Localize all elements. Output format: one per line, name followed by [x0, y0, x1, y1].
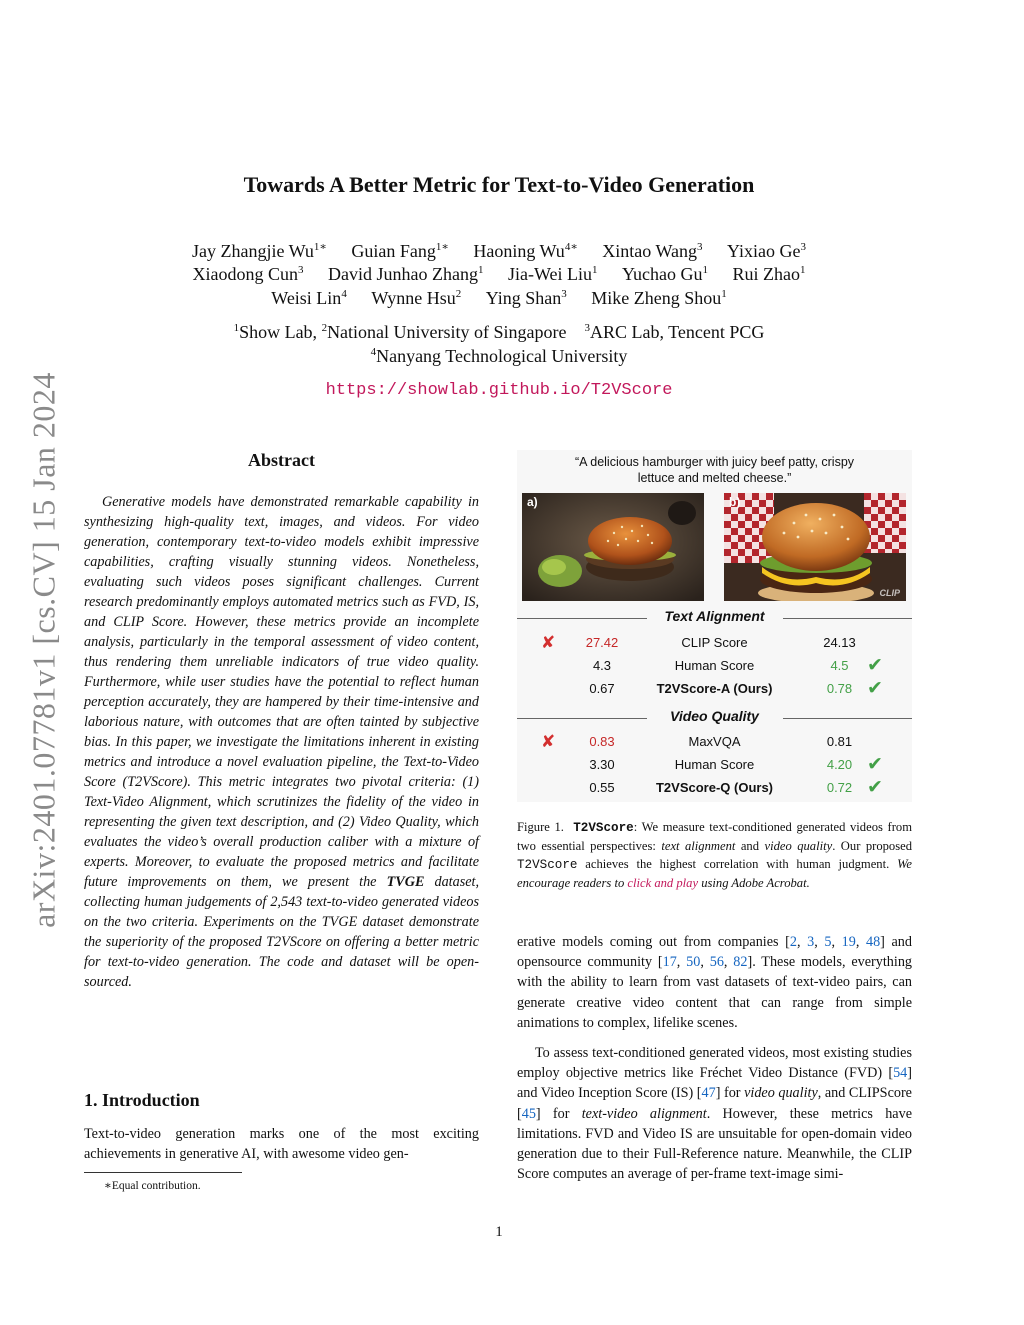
author-name: Xintao Wang$^3$	[602, 241, 703, 261]
figure-1[interactable]	[517, 450, 912, 802]
abstract-heading: Abstract	[248, 450, 315, 470]
metric-row-clip-score: ✘ 27.42 CLIP Score 24.13	[541, 633, 856, 652]
page-number: 1	[495, 1224, 503, 1240]
video-b-tag: b)	[729, 495, 741, 509]
footnote: ∗Equal contribution.	[104, 1180, 201, 1192]
generated-video-b[interactable]	[724, 493, 906, 601]
author-name: Ying Shan$^3$	[485, 288, 567, 308]
introduction-heading: 1. Introduction	[84, 1090, 200, 1110]
author-name: Haoning $Wu^{4∗}$	[473, 241, 578, 261]
video-quality-header: Video Quality	[517, 708, 912, 728]
author-line-1	[0, 240, 998, 262]
metric-row-maxvqa: ✘ 0.83 MaxVQA 0.81	[541, 732, 853, 751]
figure-prompt: “A delicious hamburger with juicy beef patty, crispy lettuce and melted cheese.”	[574, 455, 855, 485]
author-name: Mike Zheng Shou$^1$	[591, 288, 727, 308]
clip-watermark: CLIP	[879, 588, 900, 598]
author-name: Rui Zhao$^1$	[732, 264, 806, 284]
affiliation-line-1: $^1$Show Lab, $^2$National University of Singapore $^3$ARC Lab, Tencent PCG	[233, 322, 765, 342]
metric-row-human-score-q: 3.30 Human Score 4.20 ✔	[589, 754, 883, 775]
author-name: Weisi Lin$^4$	[271, 288, 347, 308]
author-name: Yixiao Ge$^3$	[727, 241, 806, 261]
author-name: Xiaodong Cun$^3$	[192, 264, 304, 284]
click-and-play-link[interactable]: click and play	[627, 876, 699, 890]
arxiv-identifier-stamp: arXiv:2401.07781v1 [cs.CV] 15 Jan 2024	[25, 372, 62, 928]
hamburger-image-b	[724, 493, 906, 601]
video-a-tag: a)	[527, 495, 538, 509]
cross-icon: ✘	[541, 732, 556, 751]
metric-row-t2vscore-a: 0.67 T2VScore-A (Ours) 0.78 ✔	[589, 678, 883, 699]
footnote-rule	[84, 1172, 242, 1173]
author-name: David Junhao Zhang$^1$	[328, 264, 484, 284]
metric-row-t2vscore-q: 0.55 T2VScore-Q (Ours) 0.72 ✔	[589, 777, 883, 798]
check-icon: ✔	[867, 777, 883, 798]
abstract-body: Generative models have demonstrated remarkable capability in synthesizing high-quality text, images, and videos. For video generation, contemporary text-to-video models exhibit impressive capabilities, crafting visually stunning videos. Nonetheless, evaluating such videos poses significant challenges. Current research predominantly employs automated metrics such as FVD, IS, and CLIP Score. However, these metrics provide an incomplete analysis, particularly in the temporal assessment of video content, thus rendering them unreliable indicators of true video quality. Furthermore, while user studies have the potential to reflect human perception accurately, they are hampered by their time-intensive and laborious nature, with outcomes that are often tainted by subjective bias. In this paper, we investigate the limitations inherent in existing metrics and introduce a novel evaluation pipeline, the Text-to-Video Score (T2VScore). This metric integrates two pivotal criteria: (1) Text-Video Alignment, which scrutinizes the fidelity of the video in representing the given text description, and (2) Video Quality, which evaluates the video’s overall production caliber with a mixture of experts. Moreover, to evaluate the proposed metrics and facilitate future improvements on them, we present the TVGE dataset, collecting human judgements of 2,543 text-to-video generated videos on the two criteria. Experiments on the TVGE dataset demonstrate the superiority of the proposed T2VScore on offering a better metric for text-to-video generation. The code and dataset will be open-sourced.	[84, 494, 480, 990]
cross-icon: ✘	[541, 633, 556, 652]
paper-title: Towards A Better Metric for Text-to-Video Generation	[243, 172, 755, 197]
generated-video-a[interactable]	[522, 493, 704, 601]
right-column-body: erative models coming out from companies [2, 3, 5, 19, 48] and opensource community [17, 50, 56, 82]. These models, everything with the ability to learn from vast datasets of text-video pairs, can generate creative video content that can range from simple animations to complex, lifelike scenes. To assess text-conditioned generated videos, most existing studies employ objective metrics like Fréchet Video Distance (FVD) [54] and Video Inception Score (IS) [47] for video quality, and CLIPScore [45] for text-video alignment. However, these metrics have limitations. FVD and Video IS are unsuitable for open-domain video generation due to their Full-Reference nature. Meanwhile, the CLIP Score computes an average of per-frame text-image simi-	[517, 934, 913, 1183]
project-url-link[interactable]: https://showlab.github.io/T2VScore	[325, 381, 673, 400]
figure-1-caption: Figure 1. T2VScore: We measure text-conditioned generated videos from two essential perspectives: text alignment and video quality. Our proposed T2VScore achieves the highest correlation with human judgment. We encourage readers to click and play using Adobe Acrobat.	[517, 820, 913, 890]
hamburger-image-a	[522, 493, 704, 601]
introduction-body: Text-to-video generation marks one of the most exciting achievements in generative AI, with awesome video gen-	[84, 1126, 479, 1162]
metric-row-human-score-a: 4.3 Human Score 4.5 ✔	[592, 655, 883, 676]
author-name: Guian Fang$^{1∗}$	[351, 241, 449, 261]
affiliation-line-2: $^4$Nanyang Technological University	[370, 346, 628, 366]
author-name: Jia-Wei Liu$^1$	[507, 264, 598, 284]
check-icon: ✔	[867, 678, 883, 699]
author-name: Yuchao Gu$^1$	[622, 264, 708, 284]
author-line-2	[0, 264, 998, 285]
text-alignment-header: Text Alignment	[517, 608, 912, 628]
author-line-3	[0, 288, 998, 309]
check-icon: ✔	[867, 754, 883, 775]
author-name: Wynne Hsu$^2$	[371, 288, 462, 308]
author-name: Jay Zhangjie $Wu^{1∗}$	[191, 241, 327, 261]
check-icon: ✔	[867, 655, 883, 676]
